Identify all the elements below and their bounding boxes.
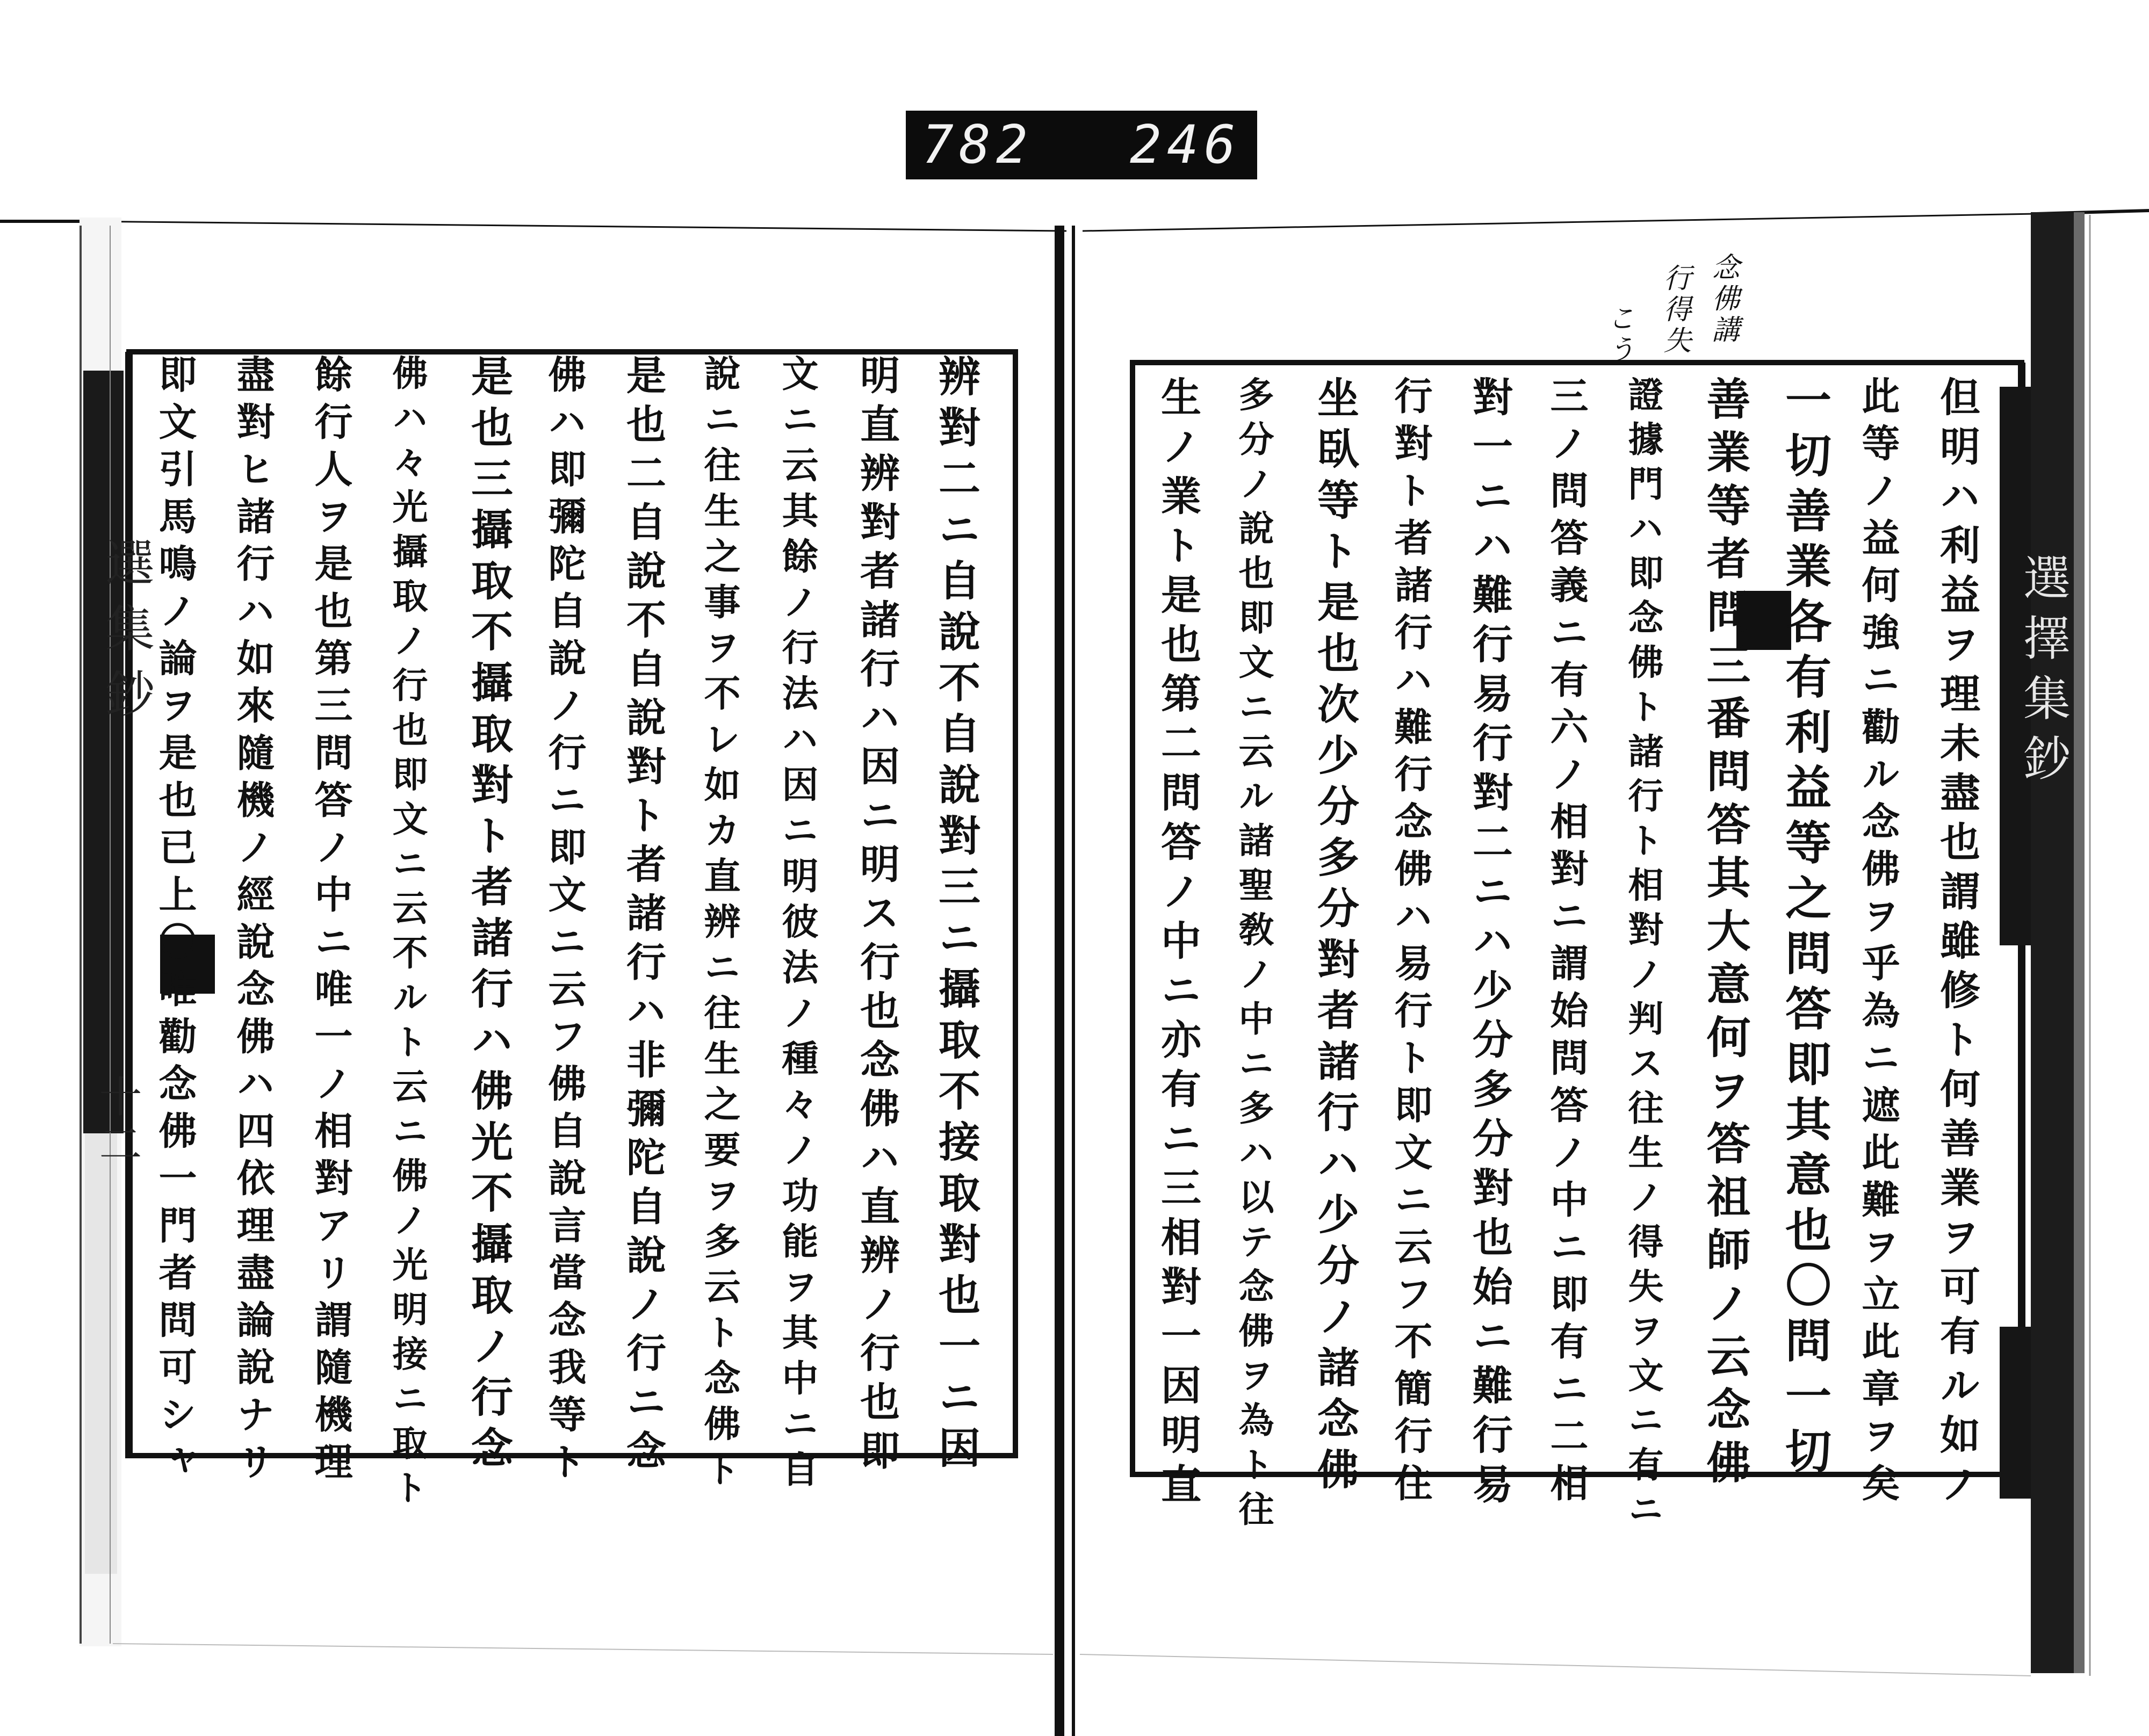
left-page-column-3: 文ニ云其餘ノ行法ハ因ニ明彼法ノ種々ノ功能ヲ其中ニ自: [776, 355, 819, 1496]
call-number-tag: [906, 111, 1257, 179]
call-number-right: 246: [1129, 114, 1241, 176]
left-page-column-6: 佛ハ即彌陀自說ノ行ニ即文ニ云フ佛自說言當念我等ト: [542, 355, 587, 1489]
left-page-column-4: 說ニ往生之事ヲ不レ如カ直辨ニ往生之要ヲ多云ト念佛ト: [698, 355, 741, 1496]
right-page-column-5: 證據門ハ即念佛ト諸行ト相對ノ判ス往生ノ得失ヲ文ニ有ニ: [1622, 376, 1664, 1535]
left-page-column-7: 是也三攝取不攝取對ト者諸行ハ佛光不攝取ノ行念: [464, 355, 513, 1477]
right-page-column-4: 善業等者問三番問答其大意何ヲ答祖師ノ云念佛: [1699, 376, 1751, 1493]
left-page-column-2: 明直辨對者諸行ハ因ニ明ス行也念佛ハ直辨ノ行也即: [854, 355, 900, 1479]
right-page-column-6: 三ノ問答義ニ有六ノ相對ニ謂始問答ノ中ニ即有ニ二相: [1544, 376, 1589, 1510]
right-page-column-2: 此等ノ益何強ニ勸ル念佛ヲ乎為ニ遮此難ヲ立此章ヲ矣: [1856, 376, 1901, 1510]
right-page-column-10: 多分ノ說也即文ニ云ル諸聖敎ノ中ニ多ハ以テ念佛ヲ為ト往: [1232, 376, 1274, 1535]
left-page-column-5: 是也二自說不自說對ト者諸行ハ非彌陀自說ノ行ニ念: [620, 355, 666, 1479]
right-page-column-7: 對一ニハ難行易行對二ニハ少分多分對也始ニ難行易: [1466, 376, 1513, 1513]
left-page-column-9: 餘行人ヲ是也第三問答ノ中ニ唯一ノ相對アリ謂隨機理: [308, 355, 354, 1489]
left-page-column-8: 佛ハ々光攝取ノ行也即文ニ云不ルト云ニ佛ノ光明接ニ取ト: [386, 355, 428, 1514]
right-page-column-9: 坐臥等ト是也次少分多分對者諸行ハ少分ノ諸念佛: [1310, 376, 1359, 1499]
left-page-column-1: 辨對二ニ自說不自說對三ニ攝取不接取對也一ニ因: [932, 355, 980, 1477]
right-page-column-8: 行對ト者諸行ハ難行念佛ハ易行ト即文ニ云フ不簡行住: [1388, 376, 1433, 1510]
margin-note-line-1: 念佛講: [1707, 252, 1739, 346]
right-spine-shadow: [2031, 212, 2074, 1673]
margin-note-line-2: 行得失: [1658, 263, 1691, 357]
right-page-column-3: 一切善業各有利益等之問答即其意也〇問一切: [1777, 376, 1831, 1482]
left-page-column-11: 即文引馬鳴ノ論ヲ是也已上〇唯勸念佛一門者問可シャ: [153, 355, 198, 1489]
right-page-column-1: 但明ハ利益ヲ理未盡也謂雖修ト何善業ヲ可有ル如ノ: [1934, 376, 1981, 1513]
right-page-column-11: 生ノ業ト是也第二問答ノ中ニ亦有ニ三相對一因明直: [1155, 376, 1202, 1513]
margin-note-line-3: こう: [1602, 303, 1634, 366]
spine-title-left: 選集鈔: [97, 537, 155, 734]
left-page-column-10: 盡對ヒ諸行ハ如來隨機ノ經說念佛ハ四依理盡論說ナリ: [230, 355, 276, 1489]
left-spine-shadow: [83, 371, 124, 1133]
call-number-left: 782: [922, 114, 1034, 176]
spine-title-right: 選擇集鈔: [2016, 553, 2071, 794]
spine-page-number: 十二: [92, 1074, 142, 1169]
